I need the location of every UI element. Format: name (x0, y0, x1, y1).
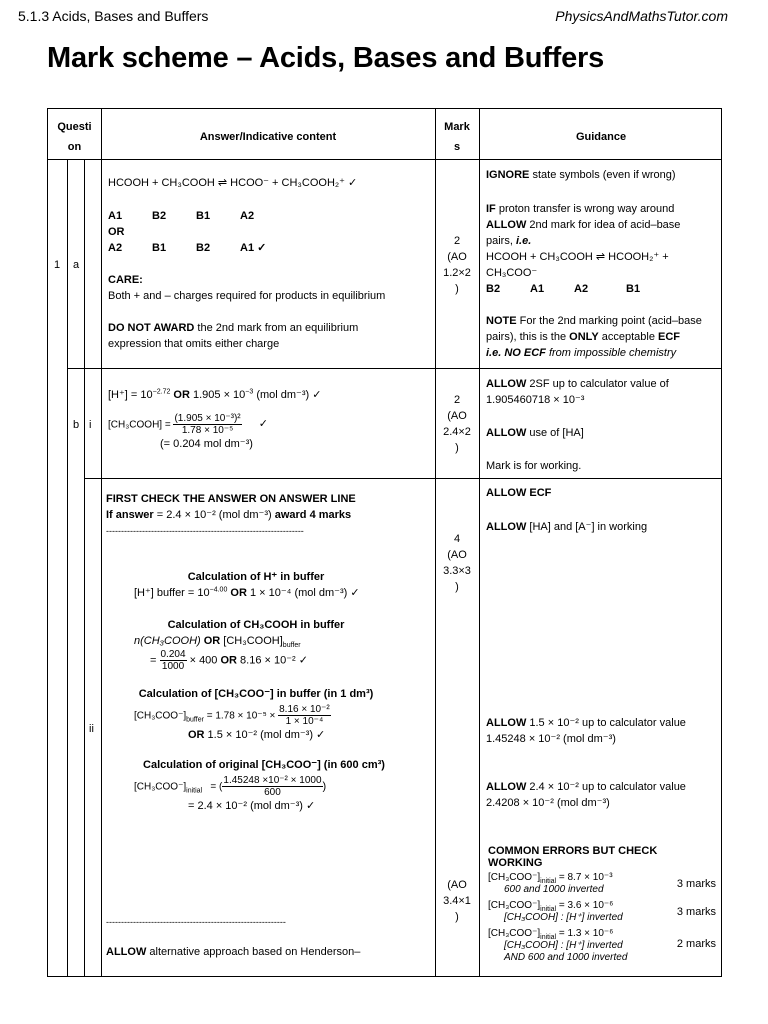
col-header-answer: Answer/Indicative content (199, 131, 337, 143)
calc-ch3cooh-fraction: = $\frac{0.204}{1000}$ × 400 OR 8.16 × 10⁻² ✓ (150, 649, 308, 672)
separator-dashes-2: ------------------------------------------------------------ (106, 917, 286, 927)
do-not-award-cont: expression that omits either charge (108, 338, 280, 350)
answer-1a (108, 175, 430, 352)
guidance-if: IF proton transfer is wrong way around (486, 203, 675, 215)
common-errors-heading: COMMON ERRORS BUT CHECK (488, 845, 658, 857)
col-divider-question (101, 109, 102, 976)
calc-h-title: Calculation of H⁺ in buffer (187, 571, 325, 583)
guidance-1bii (486, 485, 720, 811)
do-not-award: DO NOT AWARD the 2nd mark from an equilibrium (108, 322, 359, 334)
equation: HCOOH + CH₃COOH ⇌ HCOO⁻ + CH₃COOH₂⁺ ✓ (108, 177, 358, 189)
guidance-note-3: i.e. NO ECF from impossible chemistry (486, 347, 677, 359)
page-title: Mark scheme – Acids, Bases and Buffers (47, 42, 605, 74)
ch3cooh-concentration: [CH₃COOH] = $\frac{\text{(1.905 × 10⁻³)²}}{\text{1.78 × 10⁻⁵}}$ ✓ (108, 413, 268, 436)
separator-dashes: ------------------------------------------------------------------ (106, 526, 304, 536)
guidance-1a (486, 167, 720, 361)
care-text: Both + and – charges required for products in equilibrium (108, 290, 386, 302)
guidance-allow-24-value: 2.4208 × 10⁻² (mol dm⁻³) (486, 797, 610, 809)
guidance-pairs: pairs, i.e. (486, 235, 532, 247)
answer-1bii (106, 491, 432, 960)
header-topic: 5.1.3 Acids, Bases and Buffers (18, 8, 209, 24)
marks-1bii-ao34: (AO 3.4×1 ) (443, 879, 471, 923)
question-part-b: b (73, 419, 80, 431)
guidance-ignore: IGNORE state symbols (even if wrong) (486, 169, 676, 181)
calc-original-line: $[CH_3COO^-]_{initial}$ = ( $\frac{\text{1.45248 ×10⁻² × 1000}}{600}$ ) (134, 775, 327, 798)
sub-col-divider-2 (84, 160, 85, 976)
common-errors (488, 845, 720, 964)
calc-ch3cooh-title: Calculation of CH₃COOH in buffer (167, 619, 345, 631)
row-divider-1 (67, 368, 721, 369)
marks-1a: 2 (AO 1.2×2 ) (443, 235, 471, 295)
guidance-ab-pattern: B2 A1 A2 B1 (486, 283, 641, 295)
calc-h-line: [H⁺] buffer = $10^{-4.00}$ OR 1 × 10⁻⁴ (mol dm⁻³) ✓ (134, 586, 360, 599)
col-header-guidance: Guidance (575, 131, 627, 143)
guidance-note-2: pairs), this is the ONLY acceptable ECF (486, 331, 681, 343)
or-label: OR (108, 226, 125, 238)
row-divider-header (48, 159, 721, 160)
first-check: FIRST CHECK THE ANSWER ON ANSWER LINE (106, 493, 356, 505)
ab-pattern-2: A2 B1 B2 A1 ✓ (108, 242, 267, 254)
ch3cooh-result: (= 0.204 mol dm⁻³) (160, 438, 253, 450)
col-divider-marks (479, 109, 480, 976)
sub-col-divider-1 (67, 160, 68, 976)
question-part: a (73, 259, 80, 271)
header-site[interactable]: PhysicsAndMathsTutor.com (555, 8, 728, 24)
guidance-equation: HCOOH + CH₃COOH ⇌ HCOOH₂⁺ + (486, 251, 669, 263)
question-sub-ii: ii (89, 723, 94, 735)
calc-ch3cooh-line: n(CH₃COOH) OR $[CH_3COOH]_{buffer}$ (134, 635, 301, 650)
guidance-allow-2sf: ALLOW 2SF up to calculator value of (486, 378, 669, 390)
mark-scheme-table (47, 108, 722, 977)
error-item: $[CH_3COO^-]_{initial} = 1.3 \times 10^{-6}$ [CH₃COOH] : [H⁺] inverted AND 600 and 1000 inverted 2 marks (488, 928, 716, 963)
guidance-equation-cont: CH₃COO⁻ (486, 267, 538, 279)
guidance-allow-24: ALLOW 2.4 × 10⁻² up to calculator value (486, 781, 686, 793)
guidance-value: 1.905460718 × 10⁻³ (486, 394, 585, 406)
guidance-note: NOTE For the 2nd marking point (acid–base (486, 315, 702, 327)
error-item: $[CH_3COO^-]_{initial} = 8.7 \times 10^{-3}$ 600 and 1000 inverted 3 marks (488, 872, 716, 895)
answer-1bi (108, 387, 430, 452)
guidance-allow-15-value: 1.45248 × 10⁻² (mol dm⁻³) (486, 733, 616, 745)
if-answer: If answer = 2.4 × 10⁻² (mol dm⁻³) award 4 marks (106, 509, 352, 521)
guidance-allow-15: ALLOW 1.5 × 10⁻² up to calculator value (486, 717, 686, 729)
question-sub-i: i (89, 419, 92, 431)
guidance-allow-ha: ALLOW use of [HA] (486, 427, 584, 439)
marks-1bii: 4 (AO 3.3×3 ) (443, 533, 471, 593)
col-header-marks: Mark s (444, 121, 470, 153)
calc-original-title: Calculation of original [CH₃COO⁻] (in 600 cm³) (143, 759, 385, 771)
col-header-question: Questi on (57, 121, 92, 153)
allow-alternative: ALLOW alternative approach based on Henderson– (106, 946, 361, 958)
ab-pattern-1: A1 B2 B1 A2 (108, 210, 255, 222)
calc-coo-buffer-alt: OR 1.5 × 10⁻² (mol dm⁻³) ✓ (188, 729, 326, 741)
guidance-allow-ecf: ALLOW ECF (486, 487, 552, 499)
h-concentration-line: $[H^+] = 10^{-2.72}$ OR $1.905 \times 10^{-3}$ (mol dm⁻³) ✓ (108, 388, 322, 401)
question-number: 1 (54, 259, 61, 271)
care-heading: CARE: (108, 274, 143, 286)
row-divider-2 (84, 478, 721, 479)
guidance-1bi (486, 376, 720, 474)
guidance-allow-ha-a: ALLOW [HA] and [A⁻] in working (486, 521, 648, 533)
calc-coo-buffer-line: $[CH_3COO^-]_{buffer} = 1.78 \times 10^{-5}$ × $\frac{\text{8.16 × 10⁻²}}{\text{1 × 10⁻⁴}}$ (134, 704, 330, 727)
error-item: $[CH_3COO^-]_{initial} = 3.6 \times 10^{-6}$ [CH₃COOH] : [H⁺] inverted 3 marks (488, 900, 716, 923)
guidance-allow: ALLOW 2nd mark for idea of acid–base (486, 219, 681, 231)
guidance-mark-working: Mark is for working. (486, 460, 582, 472)
common-errors-heading-2: WORKING (488, 857, 543, 869)
calc-coo-buffer-title: Calculation of [CH₃COO⁻] in buffer (in 1 dm³) (138, 688, 374, 700)
calc-original-result: = 2.4 × 10⁻² (mol dm⁻³) ✓ (188, 800, 316, 812)
marks-1bi: 2 (AO 2.4×2 ) (443, 394, 471, 454)
